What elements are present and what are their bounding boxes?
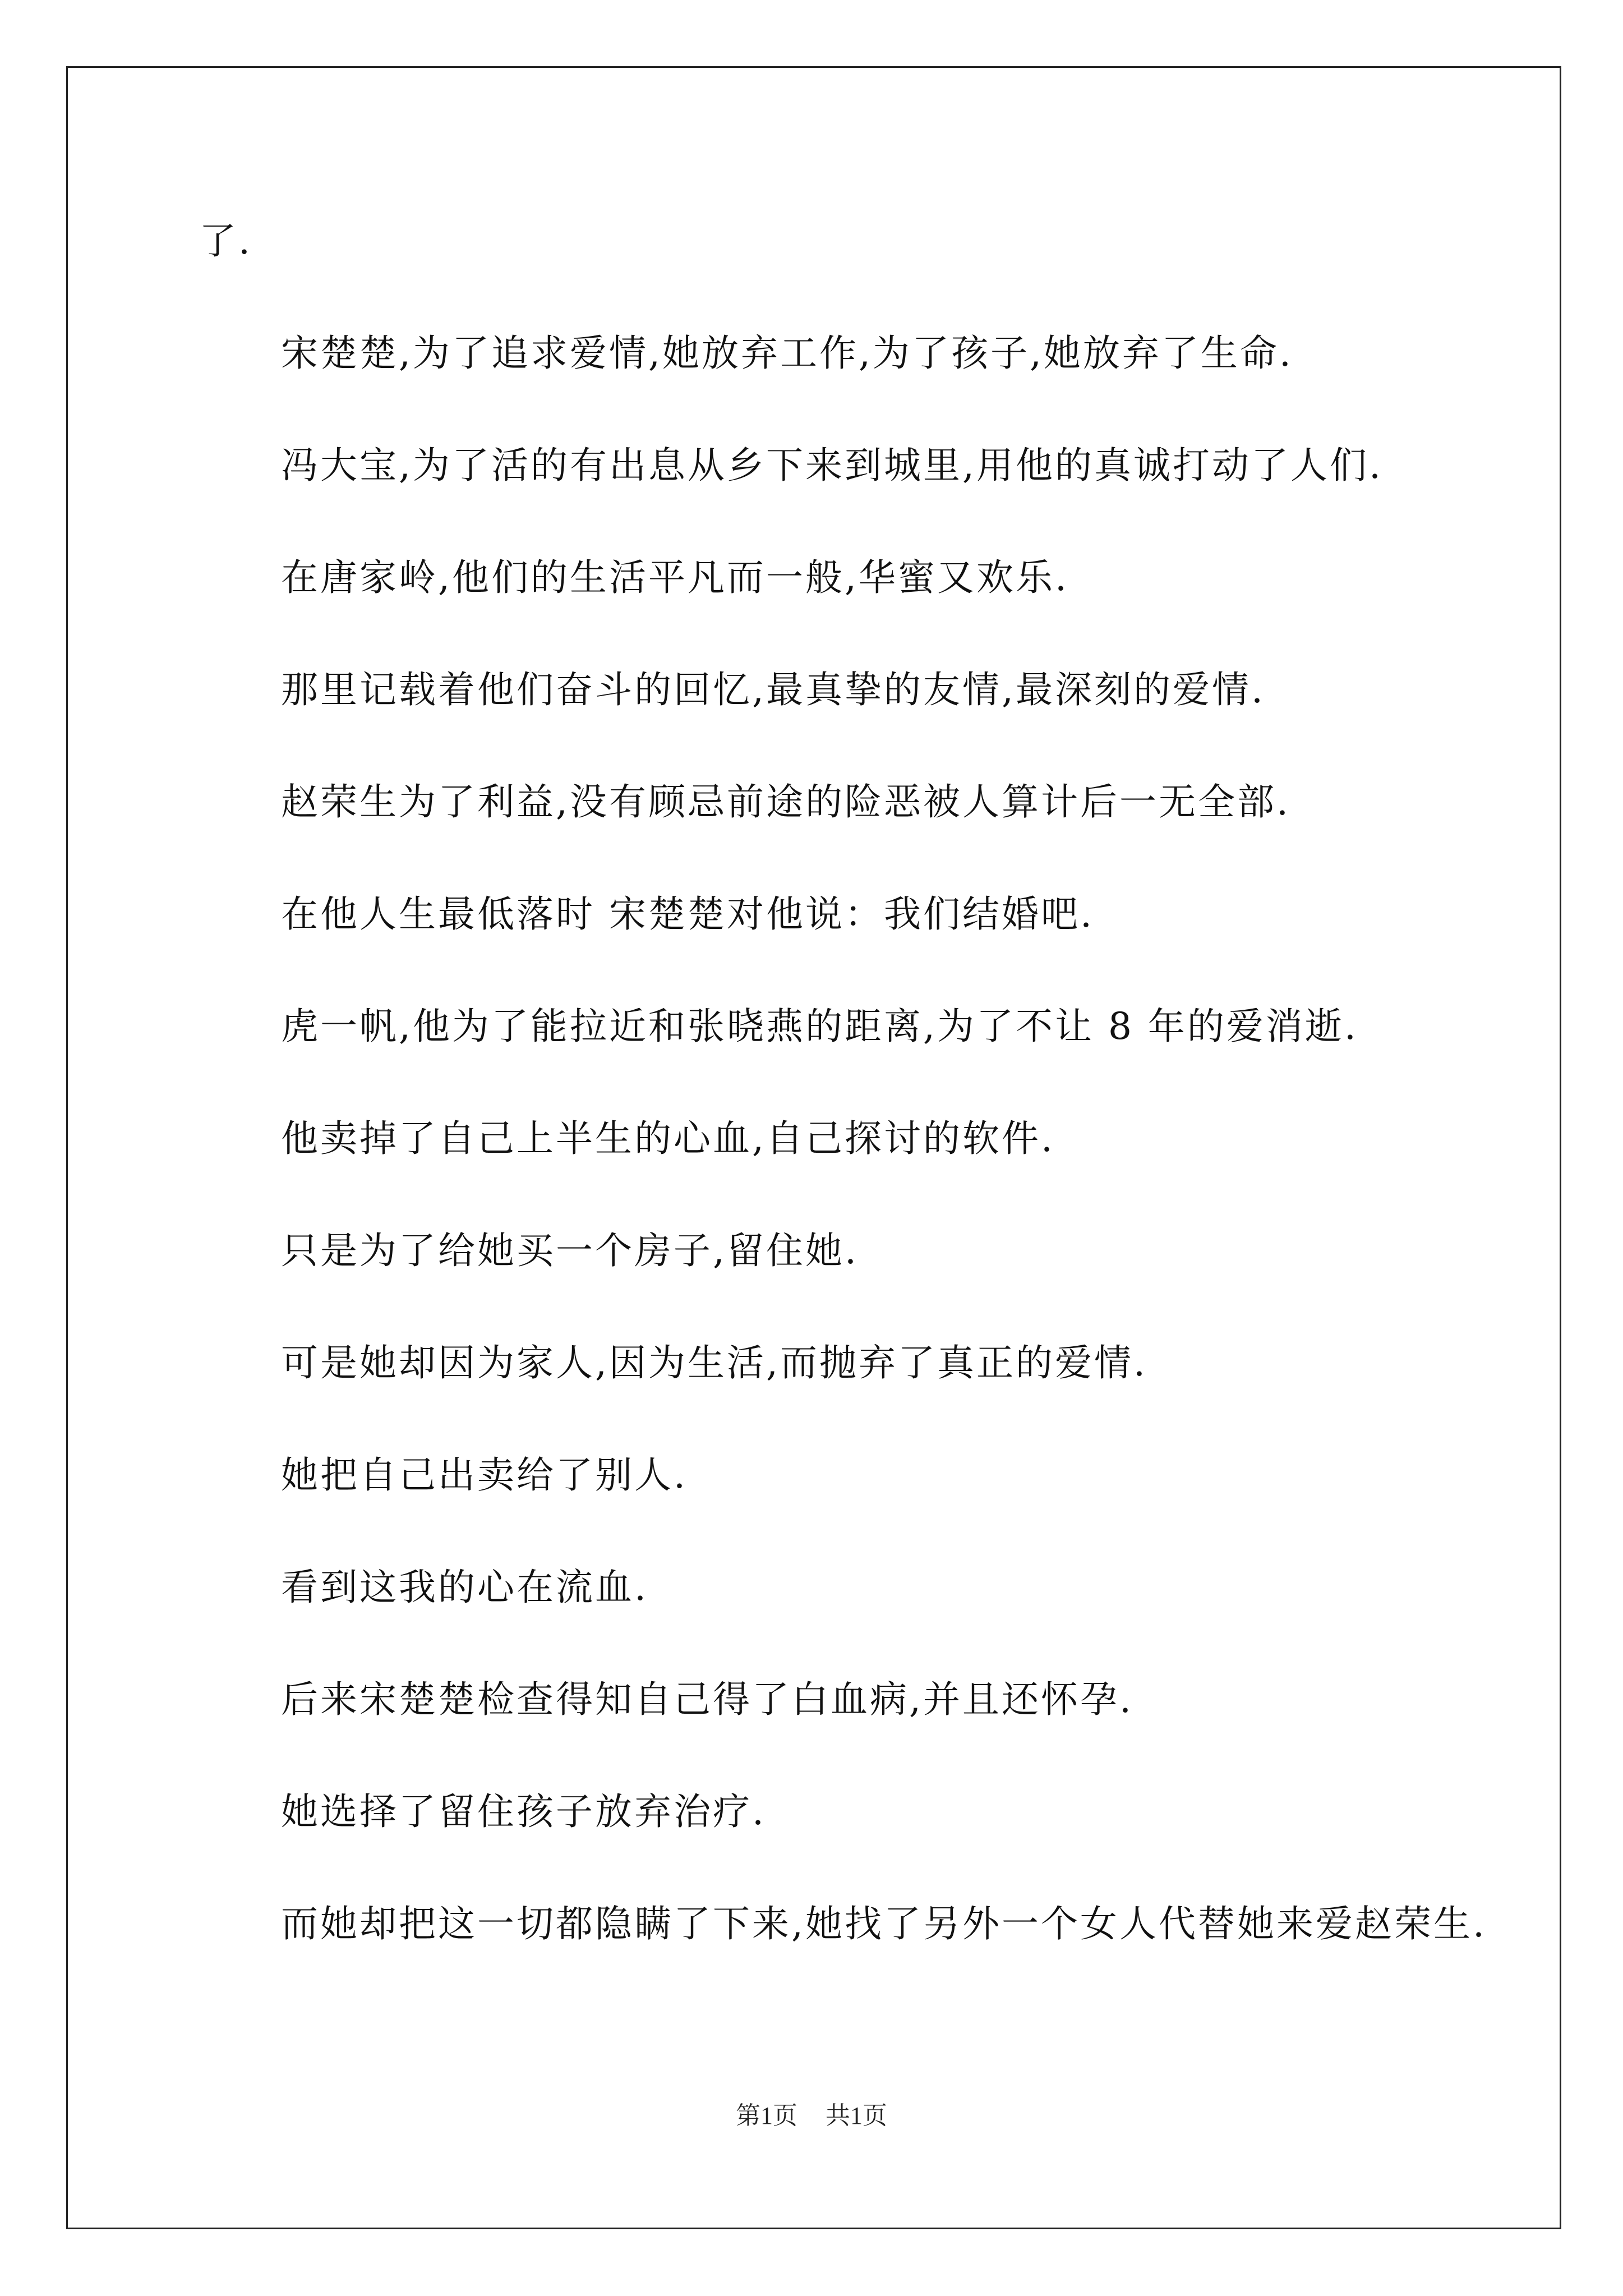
page-number-current: 第1页 [736,2102,797,2129]
paragraph: 后来宋楚楚检查得知自己得了白血病,并且还怀孕. [281,1678,1133,1721]
paragraph: 在唐家岭,他们的生活平凡而一般,华蜜又欢乐. [281,556,1069,599]
paragraph: 可是她却因为家人,因为生活,而抛弃了真正的爱情. [281,1341,1147,1384]
paragraph: 在他人生最低落时 宋楚楚对他说：我们结婚吧. [281,892,1094,936]
paragraph: 赵荣生为了利益,没有顾忌前途的险恶被人算计后一无全部. [281,780,1290,823]
paragraph: 他卖掉了自己上半生的心血,自己探讨的软件. [281,1117,1055,1160]
paragraph: 而她却把这一切都隐瞒了下来,她找了另外一个女人代替她来爱赵荣生. [281,1902,1487,1945]
page-footer [0,2095,1623,2131]
document-body [199,213,1500,2008]
page-number-total: 共1页 [826,2102,887,2129]
paragraph: 宋楚楚,为了追求爱情,她放弃工作,为了孩子,她放弃了生命. [281,332,1293,375]
paragraph: 虎一帆,他为了能拉近和张晓燕的距离,为了不让 8 年的爱消逝. [281,1005,1358,1048]
paragraph: 了. [199,219,252,263]
paragraph: 只是为了给她买一个房子,留住她. [281,1229,859,1272]
paragraph: 那里记载着他们奋斗的回忆,最真挚的友情,最深刻的爱情. [281,668,1265,711]
paragraph: 她选择了留住孩子放弃治疗. [281,1790,766,1833]
paragraph: 她把自己出卖给了别人. [281,1453,688,1497]
paragraph: 看到这我的心在流血. [281,1566,648,1609]
paragraph: 冯大宝,为了活的有出息从乡下来到城里,用他的真诚打动了人们. [281,444,1383,487]
